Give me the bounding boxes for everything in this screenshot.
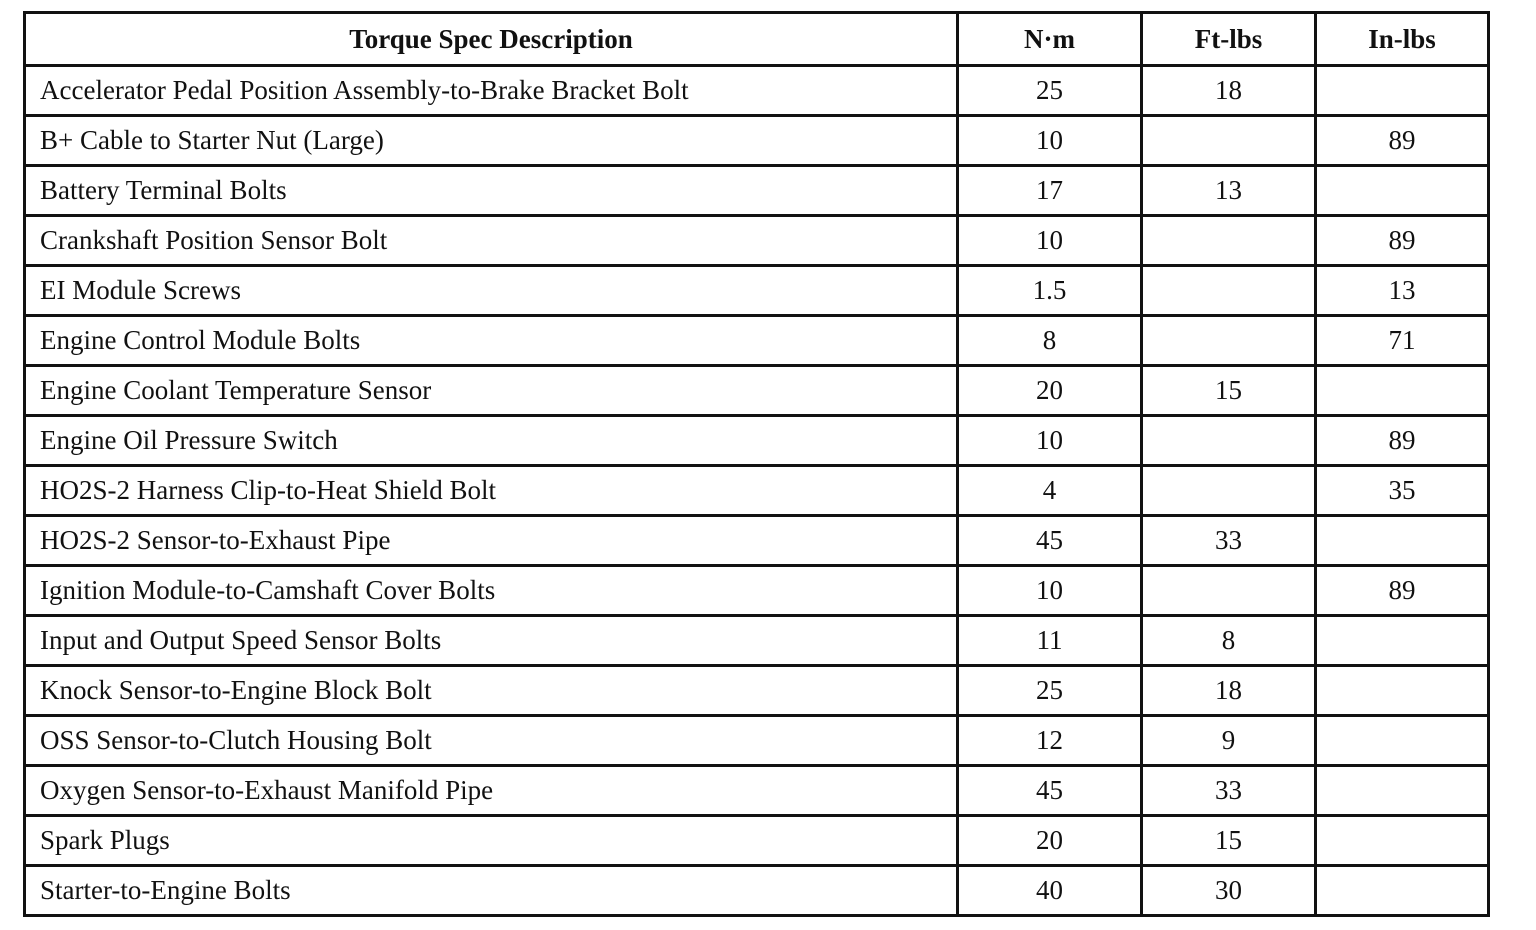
cell-ftlbs: 33: [1142, 766, 1316, 816]
cell-nm: 4: [958, 466, 1142, 516]
table-row: [25, 116, 1489, 166]
cell-inlbs: 13: [1316, 266, 1489, 316]
table-row: [25, 466, 1489, 516]
cell-inlbs: 89: [1316, 116, 1489, 166]
cell-description: EI Module Screws: [25, 266, 958, 316]
cell-inlbs: [1316, 66, 1489, 116]
table-row: [25, 866, 1489, 916]
cell-description: Oxygen Sensor-to-Exhaust Manifold Pipe: [25, 766, 958, 816]
table-row: [25, 166, 1489, 216]
cell-nm: 11: [958, 616, 1142, 666]
header-description: Torque Spec Description: [25, 13, 958, 66]
table-row: [25, 566, 1489, 616]
cell-ftlbs: 18: [1142, 666, 1316, 716]
cell-description: Knock Sensor-to-Engine Block Bolt: [25, 666, 958, 716]
cell-ftlbs: [1142, 466, 1316, 516]
header-inlbs: In-lbs: [1316, 13, 1489, 66]
cell-nm: 25: [958, 66, 1142, 116]
cell-inlbs: 89: [1316, 216, 1489, 266]
cell-inlbs: [1316, 516, 1489, 566]
table-row: [25, 666, 1489, 716]
table-row: [25, 716, 1489, 766]
cell-nm: 1.5: [958, 266, 1142, 316]
cell-nm: 20: [958, 816, 1142, 866]
cell-ftlbs: [1142, 216, 1316, 266]
header-ftlbs: Ft-lbs: [1142, 13, 1316, 66]
cell-nm: 45: [958, 516, 1142, 566]
cell-ftlbs: [1142, 266, 1316, 316]
cell-ftlbs: 33: [1142, 516, 1316, 566]
cell-nm: 20: [958, 366, 1142, 416]
cell-inlbs: [1316, 716, 1489, 766]
cell-inlbs: [1316, 766, 1489, 816]
cell-ftlbs: 13: [1142, 166, 1316, 216]
cell-inlbs: [1316, 366, 1489, 416]
cell-inlbs: [1316, 866, 1489, 916]
table-row: [25, 816, 1489, 866]
table-row: [25, 416, 1489, 466]
cell-description: Ignition Module-to-Camshaft Cover Bolts: [25, 566, 958, 616]
cell-ftlbs: 8: [1142, 616, 1316, 666]
table-row: [25, 66, 1489, 116]
cell-description: OSS Sensor-to-Clutch Housing Bolt: [25, 716, 958, 766]
cell-description: Starter-to-Engine Bolts: [25, 866, 958, 916]
table-row: [25, 616, 1489, 666]
table-row: [25, 766, 1489, 816]
table-row: [25, 216, 1489, 266]
cell-ftlbs: 18: [1142, 66, 1316, 116]
cell-description: Accelerator Pedal Position Assembly-to-Brake Bracket Bolt: [25, 66, 958, 116]
cell-inlbs: [1316, 166, 1489, 216]
cell-inlbs: [1316, 616, 1489, 666]
table-body: [25, 66, 1489, 916]
cell-nm: 12: [958, 716, 1142, 766]
cell-nm: 10: [958, 416, 1142, 466]
table-row: [25, 266, 1489, 316]
cell-description: B+ Cable to Starter Nut (Large): [25, 116, 958, 166]
cell-inlbs: 71: [1316, 316, 1489, 366]
cell-description: Crankshaft Position Sensor Bolt: [25, 216, 958, 266]
cell-ftlbs: 15: [1142, 816, 1316, 866]
cell-description: Spark Plugs: [25, 816, 958, 866]
table-row: [25, 516, 1489, 566]
cell-nm: 40: [958, 866, 1142, 916]
cell-description: Engine Coolant Temperature Sensor: [25, 366, 958, 416]
cell-inlbs: 89: [1316, 566, 1489, 616]
cell-nm: 10: [958, 116, 1142, 166]
cell-ftlbs: 15: [1142, 366, 1316, 416]
cell-inlbs: [1316, 816, 1489, 866]
cell-nm: 10: [958, 216, 1142, 266]
table-row: [25, 366, 1489, 416]
torque-spec-table: [23, 11, 1490, 917]
cell-ftlbs: 30: [1142, 866, 1316, 916]
table-header-row: [25, 13, 1489, 66]
cell-ftlbs: [1142, 116, 1316, 166]
cell-inlbs: 35: [1316, 466, 1489, 516]
cell-ftlbs: 9: [1142, 716, 1316, 766]
cell-description: Engine Control Module Bolts: [25, 316, 958, 366]
cell-inlbs: 89: [1316, 416, 1489, 466]
header-nm: N·m: [958, 13, 1142, 66]
cell-ftlbs: [1142, 416, 1316, 466]
cell-ftlbs: [1142, 316, 1316, 366]
cell-description: Battery Terminal Bolts: [25, 166, 958, 216]
cell-nm: 10: [958, 566, 1142, 616]
cell-nm: 45: [958, 766, 1142, 816]
cell-inlbs: [1316, 666, 1489, 716]
cell-nm: 8: [958, 316, 1142, 366]
cell-description: HO2S-2 Sensor-to-Exhaust Pipe: [25, 516, 958, 566]
cell-nm: 25: [958, 666, 1142, 716]
cell-description: HO2S-2 Harness Clip-to-Heat Shield Bolt: [25, 466, 958, 516]
cell-ftlbs: [1142, 566, 1316, 616]
cell-description: Engine Oil Pressure Switch: [25, 416, 958, 466]
cell-description: Input and Output Speed Sensor Bolts: [25, 616, 958, 666]
cell-nm: 17: [958, 166, 1142, 216]
table-row: [25, 316, 1489, 366]
